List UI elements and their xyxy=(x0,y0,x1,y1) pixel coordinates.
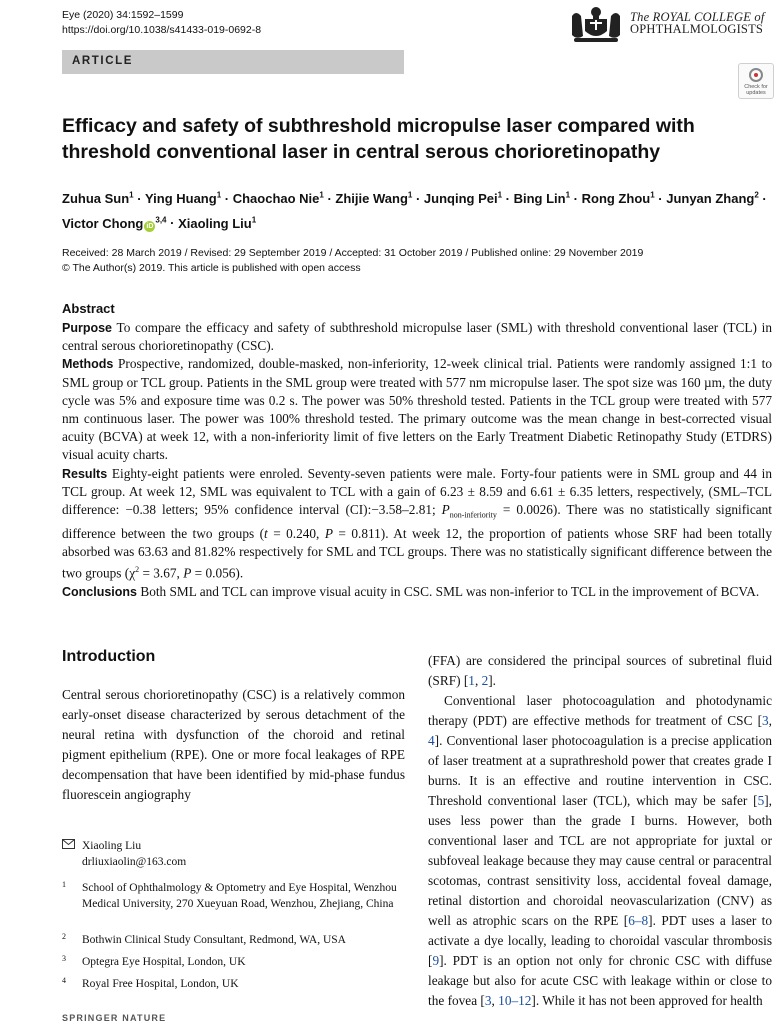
abstract-section xyxy=(62,300,772,601)
abstract-results: Results Eighty-eight patients were enroled. Seventy-seven patients were male. Forty-four patients were in SML group and 44 in TCL group. At week 12, SML was equivalent to TCL with a gain of 6.23 ± 8.59 and 6.61 ± 6.35 letters, respectively, (SML–TCL difference: −0.38 letters; 95% confidence interval (CI):−3.58–2.81; $P_{non-inferiority} = 0.0026$). There was no statistically significant difference between the two groups (t = 0.240, P = 0.811). At week 12, the proportion of patients whose SRF had been totally absorbed was 63.63 and 81.82% respectively for SML and TCL groups. There was no statistically significant difference between the two groups ($\chi^2 = 3.67$, P = 0.056). xyxy=(62,465,772,581)
intro-paragraph: Conventional laser photocoagulation and photodynamic therapy (PDT) are effective methods for treatment of CSC [3, 4]. Conventional laser photocoagulation is a precise application of laser treatment at a suprathreshold power that creates grade I burns. It is an effective and routine intervention in CSC. Threshold conventional laser (TCL), which may be safer [5], uses less power than the grade I burns. However, both conventional laser and TCL are not appropriate for juxtal or subfoveal leakage because they may cause central or paracentral scotomas, contrast sensitivity loss, accidental foveal damage, retinal distortion and choroidal neovascularization (CNV) as well as atrophic scars on the RPE [6–8]. PDT uses a laser to activate a dye locally, leading to choroidal vascular thrombosis [9]. PDT is an option not only for chronic CSC with diffuse leakage but also for acute CSC with leakage within or close to the fovea [3, 10–12]. While it has not been approved for health xyxy=(428,693,773,1008)
copyright-line: © The Author(s) 2019. This article is published with open access xyxy=(62,262,361,274)
citation-link[interactable]: 10–12 xyxy=(498,993,532,1008)
abstract-methods: Methods Prospective, randomized, double-masked, non-inferiority, 12-week clinical trial. Patients were randomly assigned 1:1 to SML group or TCL group. Patients in the SML group were treated with 577 nm micropulse laser. The spot size was 160 µm, the duty cycle was 5% and exposure time was 0.2 s. The power was 50% threshold tested. Patients in the TCL group were treated with 577 nm continuous laser. The power was 100% threshold tested. The primary outcome was the mean change in best-corrected visual acuity (BCVA) at week 12, with a non-inferiority limit of five letters on the Early Treatment Diabetic Retinopathy Study (ETDRS) visual acuity charts. xyxy=(62,356,772,463)
doi-link[interactable]: https://doi.org/10.1038/s41433-019-0692-8 xyxy=(62,24,262,36)
check-for-updates-label: Check for updates xyxy=(744,84,768,96)
title-line-2: threshold conventional laser in central serous chorioretinopathy xyxy=(62,141,661,163)
author[interactable]: Rong Zhou$^1$ xyxy=(581,191,655,207)
author[interactable]: Junyan Zhang$^2$ xyxy=(666,191,759,207)
publication-history xyxy=(62,246,643,276)
citation-link[interactable]: 4 xyxy=(428,733,435,748)
check-updates-icon xyxy=(748,67,764,83)
citation-link[interactable]: 6–8 xyxy=(628,913,649,928)
intro-paragraph: Central serous chorioretinopathy (CSC) is a relatively common early-onset disease characterized by serous detachment of the neural retina with dysfunction of the choroid and retinal pigment epithelium (RPE). One or more focal leakages of RPE decompensation that have been identified by mid-phase fundus fluorescein angiography xyxy=(62,687,405,802)
corresponding-email[interactable]: drliuxiaolin@163.com xyxy=(82,856,187,868)
intro-right-column xyxy=(428,651,772,1011)
publisher-logo xyxy=(566,4,780,44)
crest-icon xyxy=(566,4,626,44)
check-for-updates-badge[interactable] xyxy=(738,63,774,99)
author[interactable]: Xiaoling Liu$^1$ xyxy=(178,215,257,231)
logo-line-1: The ROYAL COLLEGE of xyxy=(630,10,765,24)
journal-citation: Eye (2020) 34:1592–1599 xyxy=(62,9,184,21)
corresponding-author: Xiaoling Liu xyxy=(82,840,142,852)
intro-left-column xyxy=(62,685,405,805)
dates-line: Received: 28 March 2019 / Revised: 29 September 2019 / Accepted: 31 October 2019 / Published online: 29 November 2019 xyxy=(62,247,644,259)
intro-paragraph: (FFA) are considered the principal sources of subretinal fluid (SRF) [1, 2]. xyxy=(428,653,772,688)
citation-link[interactable]: 5 xyxy=(757,793,765,808)
abstract-conclusions: Conclusions Both SML and TCL can improve visual acuity in CSC. SML was non-inferior to TCL in the improvement of BCVA. xyxy=(62,583,760,599)
citation-link[interactable]: 9 xyxy=(432,953,440,968)
author-list: Zuhua Sun$^1$ · Ying Huang$^1$ · Chaochao Nie$^1$ · Zhijie Wang$^1$ · Junqing Pei$^1$ · Bing Lin$^1$ · Rong Zhou$^1$ · Junyan Zhang$^2$ · Victor Chong iD$^{3,4}$ · Xiaoling Liu$^1$ xyxy=(62,191,767,231)
envelope-icon xyxy=(62,839,75,849)
abstract-heading: Abstract xyxy=(62,301,115,316)
article-type-label: ARTICLE xyxy=(72,55,134,67)
logo-line-2: OPHTHALMOLOGISTS xyxy=(630,22,764,36)
article-type-bar xyxy=(62,50,404,74)
journal-meta xyxy=(62,8,261,38)
citation-link[interactable]: 3 xyxy=(762,713,769,728)
author[interactable]: Victor Chong iD$^{3,4}$ xyxy=(62,215,167,231)
article-title xyxy=(62,113,762,165)
citation-link[interactable]: 1 xyxy=(468,673,475,688)
author[interactable]: Bing Lin$^1$ xyxy=(513,191,571,207)
springer-nature-logo: SPRINGER NATURE xyxy=(62,1013,167,1023)
orcid-icon[interactable]: iD xyxy=(146,222,154,230)
author[interactable]: Zhijie Wang$^1$ xyxy=(335,191,413,207)
title-line-1: Efficacy and safety of subthreshold micropulse laser compared with xyxy=(62,115,695,137)
citation-link[interactable]: 3 xyxy=(484,993,492,1008)
author[interactable]: Chaochao Nie$^1$ xyxy=(232,191,324,207)
author[interactable]: Ying Huang$^1$ xyxy=(144,191,222,207)
abstract-purpose: Purpose To compare the efficacy and safety of subthreshold micropulse laser (SML) with threshold conventional laser (TCL) in central serous chorioretinopathy (CSC). xyxy=(62,320,772,354)
author[interactable]: Junqing Pei$^1$ xyxy=(423,191,503,207)
author[interactable]: Zuhua Sun$^1$ xyxy=(62,191,134,207)
citation-link[interactable]: 2 xyxy=(481,673,489,688)
introduction-heading: Introduction xyxy=(62,648,156,665)
